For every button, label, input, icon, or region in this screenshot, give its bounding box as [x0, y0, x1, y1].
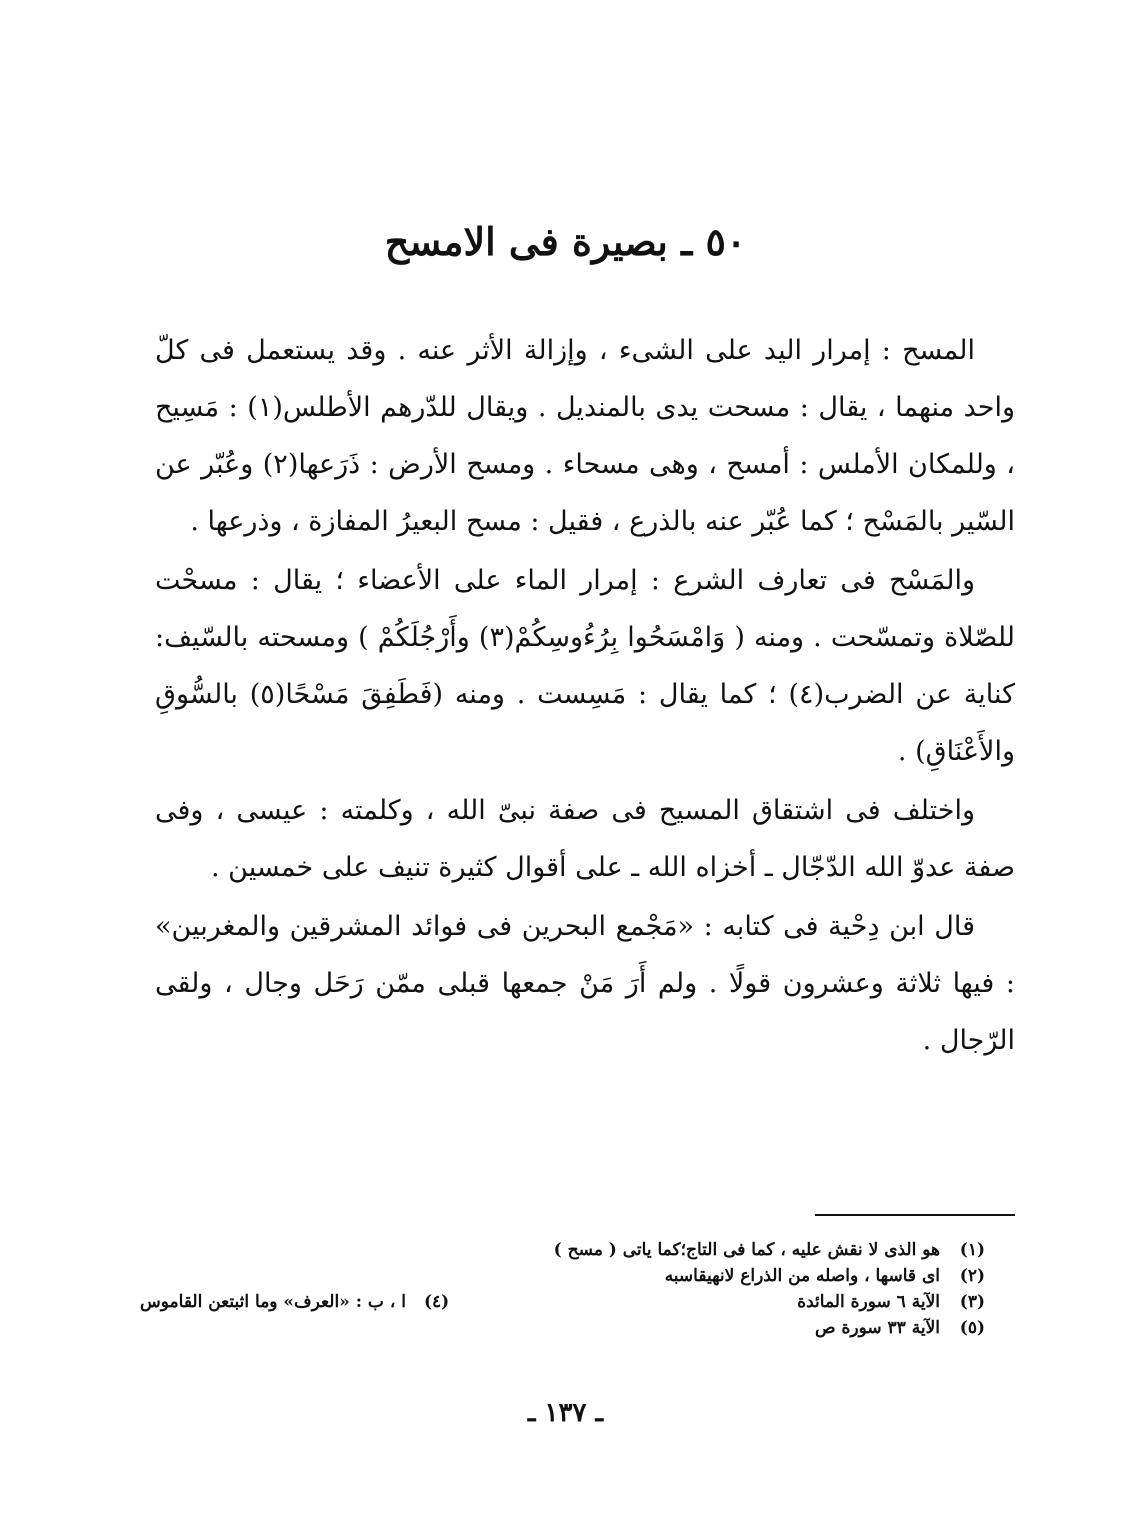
footnote-text: هو الذى لا نقش عليه ، كما فى التاج؛كما ياتى ( مسح )	[553, 1240, 940, 1260]
footnote-divider	[815, 1214, 1015, 1216]
page-number: ـ ١٣٧ ـ	[527, 1398, 604, 1428]
footnotes	[140, 1240, 985, 1344]
footnote	[140, 1292, 985, 1318]
paragraph: واختلف فى اشتقاق المسيح فى صفة نبىّ الله ، وكلمته : عيسى ، وفى صفة عدوّ الله الدّجّال ـ أخزاه الله ـ على أقوال كثيرة تنيف على خمسين .	[155, 795, 1015, 883]
footnote-number: (٤)	[423, 1292, 450, 1312]
paragraph: والمَسْح فى تعارف الشرع : إمرار الماء على الأعضاء ؛ يقال : مسحْت للصّلاة وتمسّحت . ومنه ( وَامْسَحُوا بِرُءُوسِكُمْ(٣) وأَرْجُلَكُمْ ) ومسحته بالسّيف: كناية عن الضرب(٤) ؛ كما يقال : مَسِست . ومنه (فَطَفِقَ مَسْحًا(٥) بالسُّوقِ والأَعْنَاقِ) .	[155, 565, 1015, 767]
footnote-text: الآية ٣٣ سورة ص	[815, 1318, 940, 1338]
footnote-text: اى قاسها ، واصله من الذراع لانهيقاسبه	[664, 1266, 940, 1286]
footnote-inline	[140, 1292, 449, 1312]
footnote	[140, 1318, 985, 1344]
footnote-text: الآية ٦ سورة المائدة	[797, 1292, 940, 1312]
paragraph: المسح : إمرار اليد على الشىء ، وإزالة الأثر عنه . وقد يستعمل فى كلّ واحد منهما ، يقال : مسحت يدى بالمنديل . ويقال للدّرهم الأطلس(١) : مَسِيح ، وللمكان الأملس : أمسح ، وهى مسحاء . ومسح الأرض : ذَرَعها(٢) وعُبّر عن السّير بالمَسْح ؛ كما عُبّر عنه بالذرع ، فقيل : مسح البعيرُ المفازة ، وذرعها .	[155, 335, 1015, 537]
footnote-text: ا ، ب : «العرف» وما اثبتعن القاموس	[140, 1292, 406, 1312]
footnote-number: (١)	[959, 1240, 985, 1260]
footnote	[140, 1240, 985, 1266]
footnote-number: (٥)	[959, 1318, 985, 1338]
body-text	[155, 322, 1015, 1069]
chapter-title: ٥٠ ـ بصيرة فى الامسح	[384, 219, 747, 264]
footnote	[140, 1266, 985, 1292]
paragraph: قال ابن دِحْية فى كتابه : «مَجْمع البحرين فى فوائد المشرقين والمغربين» : فيها ثلاثة وعشرون قولًا . ولم أَرَ مَنْ جمعها قبلى ممّن رَحَل وجال ، ولقى الرّجال .	[155, 911, 1015, 1056]
footnote-number: (٣)	[959, 1292, 985, 1312]
footnote-number: (٢)	[959, 1266, 985, 1286]
